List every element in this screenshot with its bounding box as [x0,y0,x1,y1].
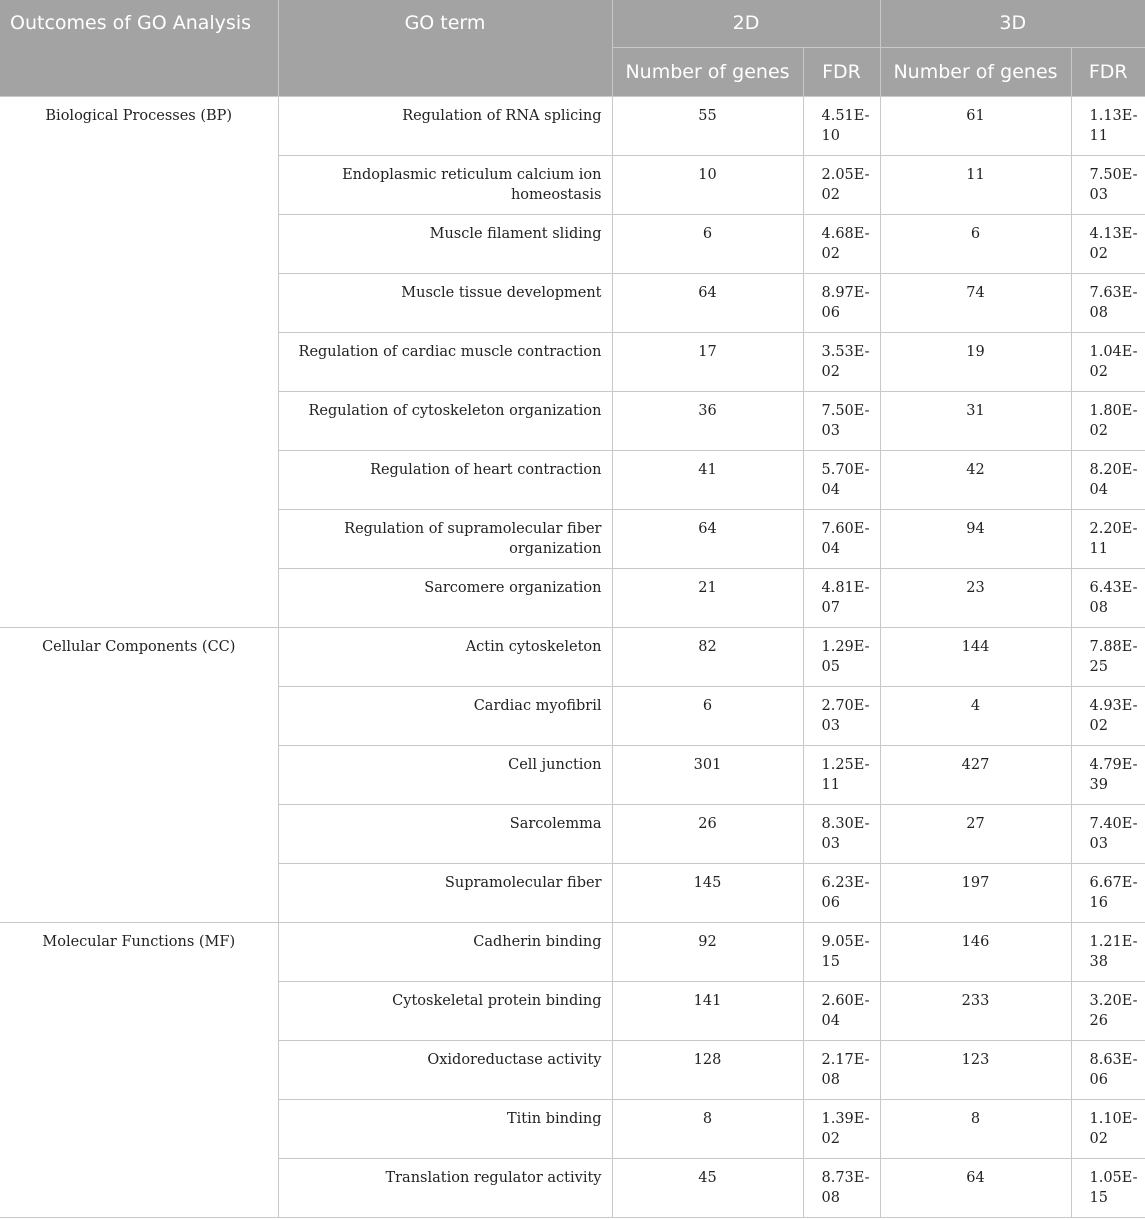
table-header [0,0,1145,96]
table-row [0,96,1145,155]
fdr-2d-cell: 4.81E-07 [803,568,880,627]
genes-2d-cell: 6 [612,686,803,745]
genes-3d-cell: 19 [880,332,1071,391]
genes-2d-cell: 21 [612,568,803,627]
category-cell: Cellular Components (CC) [0,627,278,922]
fdr-2d-cell: 7.50E-03 [803,391,880,450]
fdr-2d-cell: 3.53E-02 [803,332,880,391]
header-group-2d: 2D [612,0,880,47]
go-term-cell: Titin binding [278,1099,612,1158]
go-term-cell: Endoplasmic reticulum calcium ion homeostasis [278,155,612,214]
genes-3d-cell: 74 [880,273,1071,332]
fdr-3d-cell: 1.10E-02 [1071,1099,1145,1158]
header-num-genes-3d: Number of genes [880,47,1071,96]
genes-2d-cell: 128 [612,1040,803,1099]
genes-2d-cell: 45 [612,1158,803,1217]
genes-2d-cell: 41 [612,450,803,509]
genes-2d-cell: 55 [612,96,803,155]
go-term-cell: Actin cytoskeleton [278,627,612,686]
fdr-3d-cell: 1.80E-02 [1071,391,1145,450]
fdr-3d-cell: 6.67E-16 [1071,863,1145,922]
go-term-cell: Cell junction [278,745,612,804]
go-term-cell: Muscle tissue development [278,273,612,332]
header-outcomes: Outcomes of GO Analysis [0,0,278,96]
go-term-cell: Cadherin binding [278,922,612,981]
fdr-3d-cell: 4.13E-02 [1071,214,1145,273]
fdr-3d-cell: 6.43E-08 [1071,568,1145,627]
genes-3d-cell: 11 [880,155,1071,214]
genes-2d-cell: 26 [612,804,803,863]
fdr-2d-cell: 4.68E-02 [803,214,880,273]
genes-3d-cell: 4 [880,686,1071,745]
fdr-3d-cell: 8.20E-04 [1071,450,1145,509]
genes-3d-cell: 6 [880,214,1071,273]
fdr-2d-cell: 8.97E-06 [803,273,880,332]
header-go-term: GO term [278,0,612,96]
genes-3d-cell: 64 [880,1158,1071,1217]
category-cell: Biological Processes (BP) [0,96,278,627]
table-row [0,922,1145,981]
fdr-3d-cell: 7.50E-03 [1071,155,1145,214]
fdr-2d-cell: 2.60E-04 [803,981,880,1040]
fdr-2d-cell: 8.73E-08 [803,1158,880,1217]
go-term-cell: Translation regulator activity [278,1158,612,1217]
category-cell: Molecular Functions (MF) [0,922,278,1217]
genes-3d-cell: 123 [880,1040,1071,1099]
fdr-2d-cell: 7.60E-04 [803,509,880,568]
genes-3d-cell: 8 [880,1099,1071,1158]
go-term-cell: Sarcolemma [278,804,612,863]
genes-2d-cell: 145 [612,863,803,922]
fdr-2d-cell: 1.25E-11 [803,745,880,804]
genes-3d-cell: 146 [880,922,1071,981]
genes-3d-cell: 61 [880,96,1071,155]
header-num-genes-2d: Number of genes [612,47,803,96]
go-term-cell: Muscle filament sliding [278,214,612,273]
genes-2d-cell: 92 [612,922,803,981]
fdr-3d-cell: 8.63E-06 [1071,1040,1145,1099]
genes-2d-cell: 82 [612,627,803,686]
genes-3d-cell: 144 [880,627,1071,686]
fdr-3d-cell: 1.05E-15 [1071,1158,1145,1217]
table-body [0,96,1145,1217]
genes-2d-cell: 141 [612,981,803,1040]
genes-3d-cell: 27 [880,804,1071,863]
fdr-3d-cell: 7.88E-25 [1071,627,1145,686]
fdr-2d-cell: 6.23E-06 [803,863,880,922]
fdr-2d-cell: 9.05E-15 [803,922,880,981]
go-term-cell: Regulation of cytoskeleton organization [278,391,612,450]
fdr-3d-cell: 2.20E-11 [1071,509,1145,568]
genes-2d-cell: 6 [612,214,803,273]
fdr-3d-cell: 3.20E-26 [1071,981,1145,1040]
header-group-3d: 3D [880,0,1145,47]
genes-3d-cell: 42 [880,450,1071,509]
fdr-2d-cell: 1.29E-05 [803,627,880,686]
genes-2d-cell: 10 [612,155,803,214]
genes-3d-cell: 233 [880,981,1071,1040]
genes-3d-cell: 94 [880,509,1071,568]
genes-3d-cell: 427 [880,745,1071,804]
genes-3d-cell: 197 [880,863,1071,922]
genes-2d-cell: 64 [612,273,803,332]
fdr-2d-cell: 1.39E-02 [803,1099,880,1158]
fdr-2d-cell: 5.70E-04 [803,450,880,509]
fdr-3d-cell: 4.93E-02 [1071,686,1145,745]
go-term-cell: Sarcomere organization [278,568,612,627]
genes-2d-cell: 17 [612,332,803,391]
header-fdr-3d: FDR [1071,47,1145,96]
fdr-3d-cell: 1.13E-11 [1071,96,1145,155]
fdr-3d-cell: 1.04E-02 [1071,332,1145,391]
fdr-2d-cell: 2.70E-03 [803,686,880,745]
fdr-3d-cell: 7.63E-08 [1071,273,1145,332]
go-term-cell: Cytoskeletal protein binding [278,981,612,1040]
go-term-cell: Cardiac myofibril [278,686,612,745]
go-term-cell: Oxidoreductase activity [278,1040,612,1099]
go-term-cell: Regulation of supramolecular fiber organization [278,509,612,568]
fdr-3d-cell: 4.79E-39 [1071,745,1145,804]
go-term-cell: Regulation of heart contraction [278,450,612,509]
genes-2d-cell: 8 [612,1099,803,1158]
fdr-3d-cell: 1.21E-38 [1071,922,1145,981]
genes-2d-cell: 36 [612,391,803,450]
fdr-2d-cell: 8.30E-03 [803,804,880,863]
go-term-cell: Regulation of RNA splicing [278,96,612,155]
fdr-2d-cell: 2.05E-02 [803,155,880,214]
fdr-2d-cell: 4.51E-10 [803,96,880,155]
genes-2d-cell: 301 [612,745,803,804]
go-term-cell: Regulation of cardiac muscle contraction [278,332,612,391]
table-row [0,627,1145,686]
genes-3d-cell: 31 [880,391,1071,450]
fdr-3d-cell: 7.40E-03 [1071,804,1145,863]
genes-2d-cell: 64 [612,509,803,568]
header-fdr-2d: FDR [803,47,880,96]
go-term-cell: Supramolecular fiber [278,863,612,922]
genes-3d-cell: 23 [880,568,1071,627]
fdr-2d-cell: 2.17E-08 [803,1040,880,1099]
